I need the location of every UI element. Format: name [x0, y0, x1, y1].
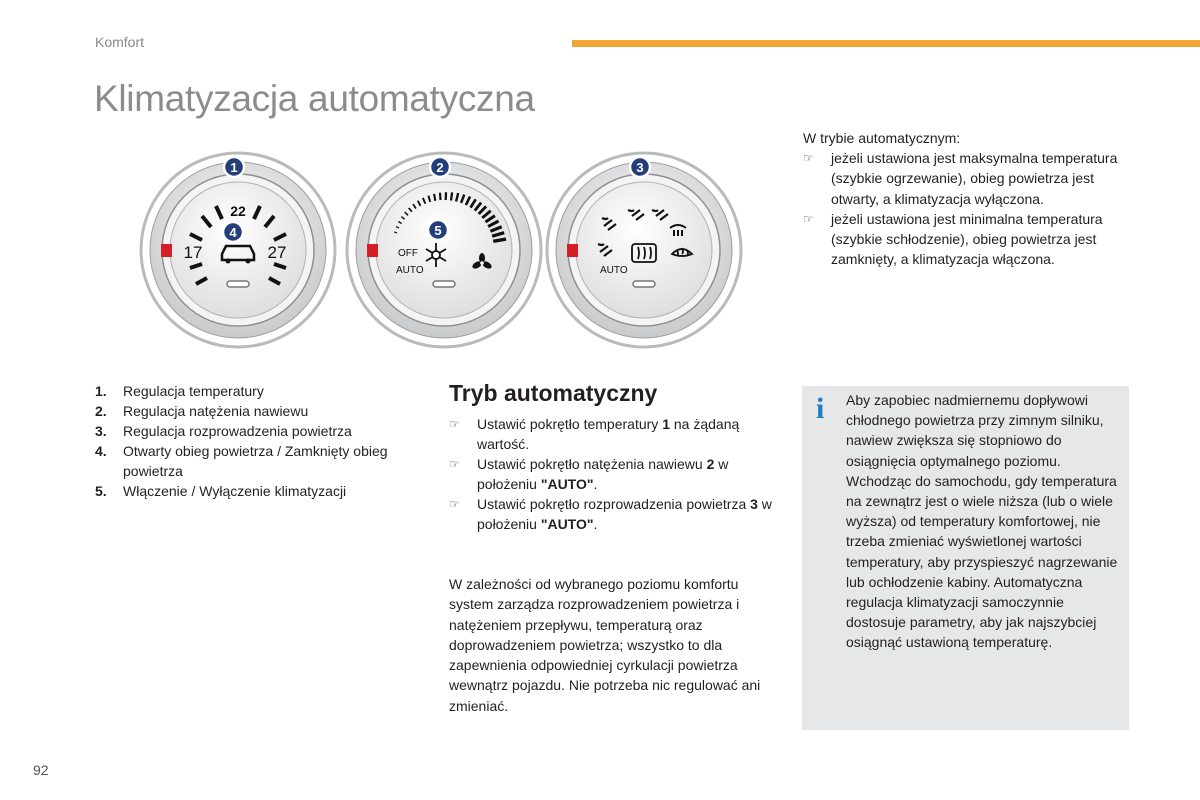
note-item: ☞ jeżeli ustawiona jest maksymalna temperatura (szybkie ogrzewanie), obieg powietrza jest otwarty, a klimatyzacja wyłączona.: [803, 148, 1133, 209]
svg-text:1: 1: [230, 160, 238, 175]
badge-5: [428, 220, 448, 240]
notes-intro: W trybie automatycznym:: [803, 130, 961, 146]
red-marker: [567, 244, 578, 257]
red-marker: [161, 244, 172, 257]
badge-1: [224, 157, 244, 177]
page-number: 92: [33, 762, 49, 778]
auto-mode-notes: [803, 128, 1133, 269]
fan-scale-tick: [434, 194, 435, 201]
badge-4: [223, 222, 243, 242]
header-accent-bar: [572, 40, 1200, 47]
svg-text:4: 4: [229, 225, 237, 240]
legend-item: 1. Regulacja temperatury: [95, 383, 264, 399]
auto-label: AUTO: [600, 265, 628, 276]
note-item: ☞ jeżeli ustawiona jest minimalna temperatura (szybkie schłodzenie), obieg powietrza jest zamknięty, a klimatyzacja włączona.: [803, 209, 1133, 270]
hand-bullet-icon: ☞: [449, 457, 460, 471]
hand-bullet-icon: ☞: [803, 151, 814, 166]
auto-mode-description: W zależności od wybranego poziomu komfortu system zarządza rozprowadzeniem powietrza i natężeniem przepływu, temperaturą oraz doprowadzeniem powietrza; wszystko to dla zapewnienia odpowiedniej cyrkulacji powietrza wewnątrz pojazdu. Nie potrzeba nic regulować ani zmieniać.: [449, 576, 761, 714]
red-marker: [367, 244, 378, 257]
hand-bullet-icon: ☞: [449, 417, 460, 431]
temperature-dial: [138, 150, 338, 350]
fan-speed-dial: [344, 150, 544, 350]
step-item: ☞ Ustawić pokrętło rozprowadzenia powietrza 3 w położeniu "AUTO".: [449, 496, 772, 532]
svg-text:3: 3: [636, 160, 644, 175]
info-icon: i: [816, 392, 825, 425]
legend-item: 5. Włączenie / Wyłączenie klimatyzacji: [95, 483, 347, 499]
step-item: ☞ Ustawić pokrętło temperatury 1 na żądaną wartość.: [449, 416, 740, 452]
control-panel-illustration: [138, 150, 748, 350]
fan-scale-tick: [451, 192, 452, 200]
auto-mode-steps: [449, 414, 779, 534]
auto-indicator-led: [633, 281, 655, 287]
page-title: Klimatyzacja automatyczna: [94, 78, 535, 119]
badge-3: [630, 157, 650, 177]
temperature-max-label: 27: [267, 243, 287, 262]
auto-label: AUTO: [396, 265, 424, 276]
recirculation-indicator-led: [227, 281, 249, 287]
fan-scale-tick: [440, 193, 441, 200]
temperature-min-label: 17: [183, 243, 203, 262]
section-label: Komfort: [95, 34, 145, 50]
legend-item: 2. Regulacja natężenia nawiewu: [95, 403, 309, 419]
auto-mode-heading: Tryb automatyczny: [449, 380, 658, 406]
temperature-value-top: 22: [230, 203, 246, 219]
legend-item: 3. Regulacja rozprowadzenia powietrza: [95, 423, 352, 439]
badge-2: [430, 157, 450, 177]
fan-scale-tick: [493, 239, 506, 241]
hand-bullet-icon: ☞: [803, 211, 814, 226]
info-box: [802, 386, 1129, 730]
svg-text:5: 5: [434, 223, 442, 238]
hand-bullet-icon: ☞: [449, 497, 460, 511]
info-text: Aby zapobiec nadmiernemu dopływowi chłodnego powietrza przy zimnym silniku, nawiew zwiększa się stopniowo do osiągnięcia optymalnego poziomu. Wchodząc do samochodu, gdy temperatura na zewnątrz jest o wiele niższa (lub o wiele wyższa) od temperatury komfortowej, nie trzeba zmieniać wyświetlonej wartości temperatury, aby przyspieszyć nagrzewanie lub ochłodzenie kabiny. Automatyczna regulacja klimatyzacji samoczynnie dostosuje parametry, aby jak najszybciej osiągnąć ustawioną temperaturę.: [846, 392, 1118, 651]
ac-indicator-led: [433, 281, 455, 287]
svg-text:2: 2: [436, 160, 444, 175]
off-label: OFF: [398, 248, 418, 259]
step-item: ☞ Ustawić pokrętło natężenia nawiewu 2 w położeniu "AUTO".: [449, 456, 729, 492]
legend-list: [95, 381, 435, 501]
air-distribution-dial: [544, 150, 744, 350]
legend-item: 4. Otwarty obieg powietrza / Zamknięty obieg powietrza: [95, 443, 388, 479]
